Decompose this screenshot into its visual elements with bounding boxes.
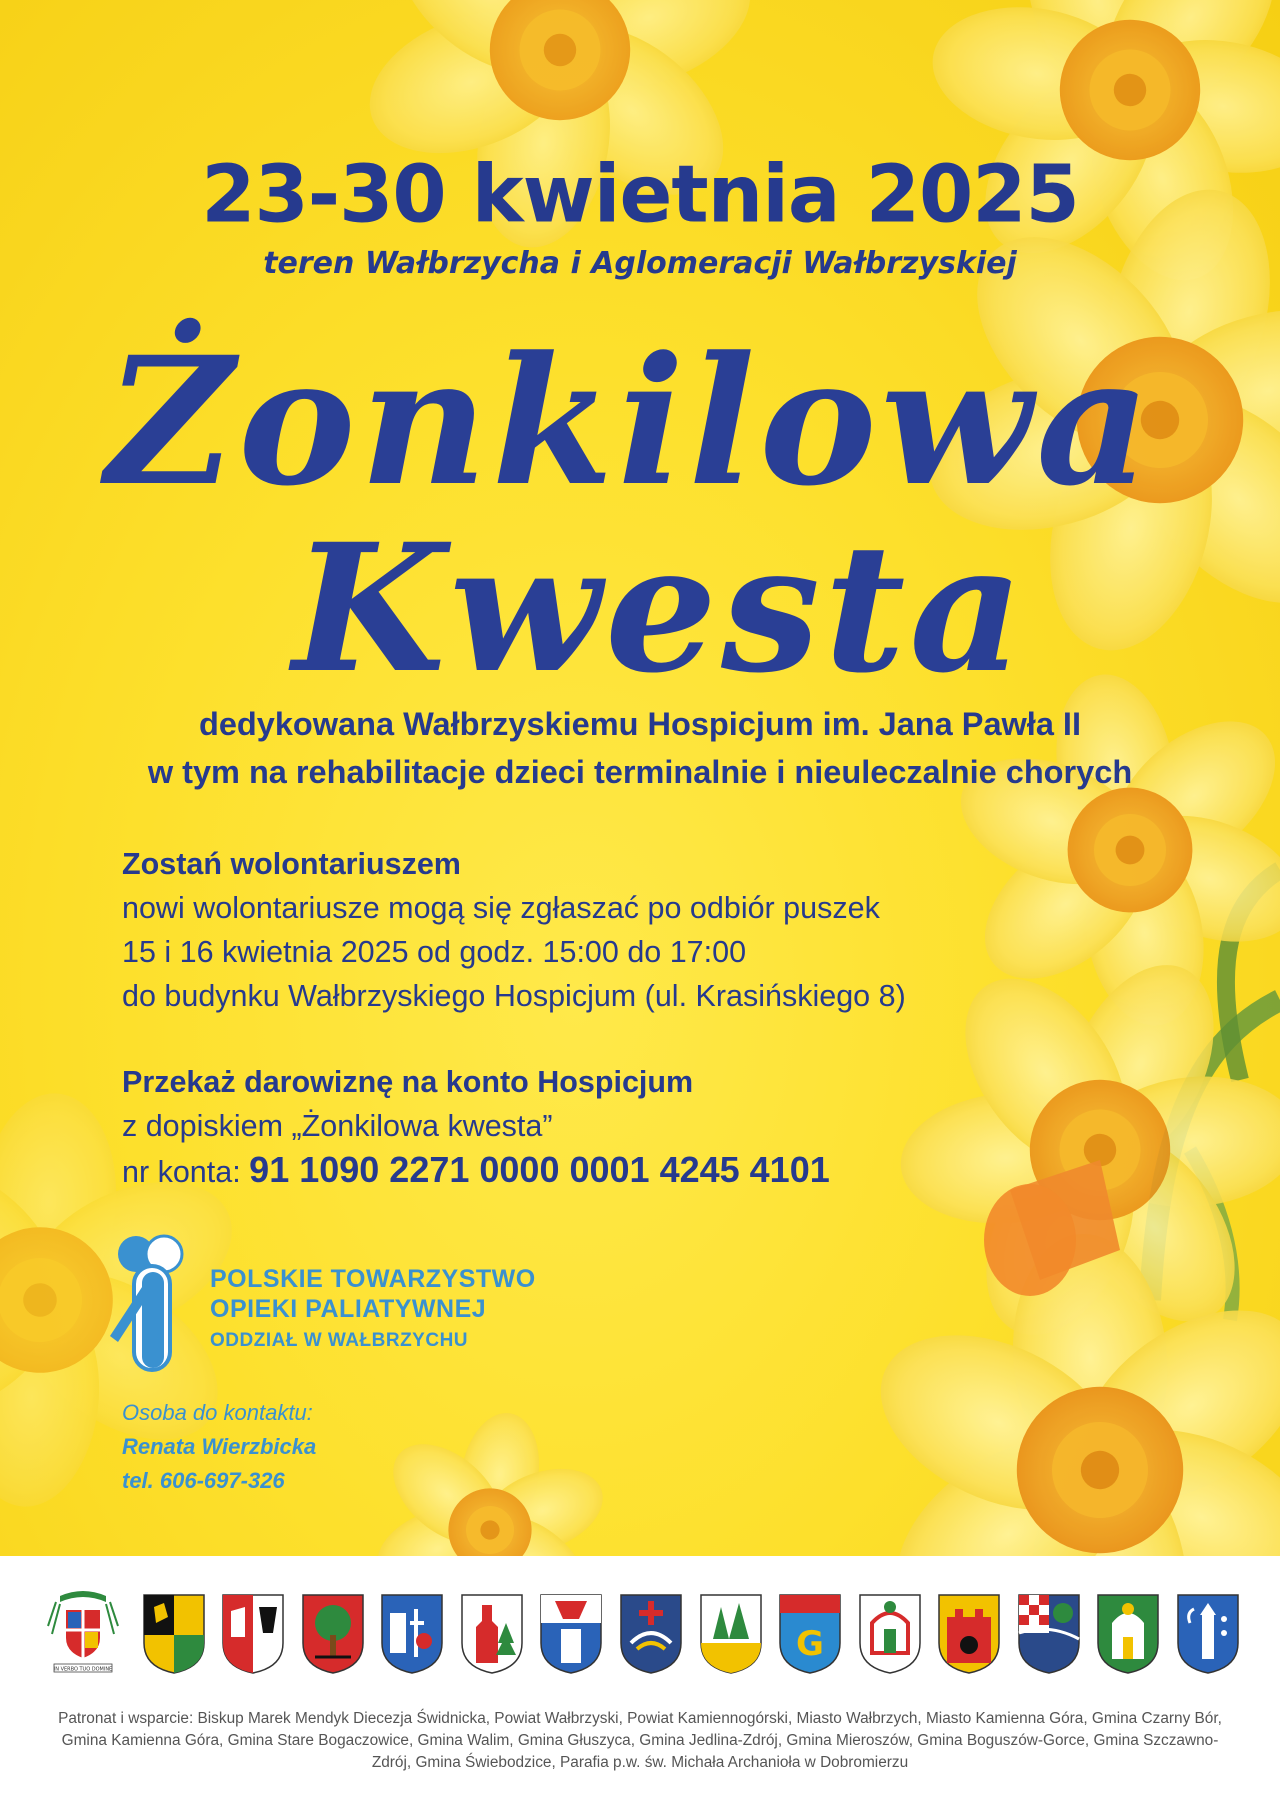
contact-label: Osoba do kontaktu: — [122, 1400, 313, 1425]
crest-letter: G — [796, 1624, 825, 1664]
event-area: teren Wałbrzycha i Aglomeracji Wałbrzyskiej — [263, 246, 1017, 281]
volunteer-heading: Zostań wolontariuszem — [122, 847, 461, 881]
event-title-line2: Kwesta — [292, 505, 1028, 712]
volunteer-line3: do budynku Wałbrzyskiego Hospicjum (ul. Krasińskiego 8) — [122, 979, 906, 1013]
crest-kamienna-gora-icon — [380, 1593, 444, 1675]
dedication-line1: dedykowana Wałbrzyskiemu Hospicjum im. Jana Pawła II — [198, 706, 1081, 742]
organization-name — [210, 1264, 536, 1358]
event-dates: 23-30 kwietnia 2025 — [201, 149, 1079, 241]
crest-swiebodzice-icon — [1176, 1593, 1240, 1675]
ptop-logo-icon — [104, 1232, 190, 1372]
dedication — [0, 700, 1280, 796]
organization-line2: OPIEKI PALIATYWNEJ — [210, 1295, 487, 1323]
volunteer-line2: 15 i 16 kwietnia 2025 od godz. 15:00 do 17:00 — [122, 935, 747, 969]
dedication-line2: w tym na rehabilitacje dzieci terminalnie i nieuleczalnie chorych — [147, 754, 1133, 790]
crest-boguszow-gorce-icon — [1017, 1593, 1081, 1675]
volunteer-line1: nowi wolontariusze mogą się zgłaszać po odbiór puszek — [122, 891, 880, 925]
crest-czarny-bor-icon — [460, 1593, 524, 1675]
crest-jedlina-zdroj-icon — [858, 1593, 922, 1675]
contact-phone: tel. 606-697-326 — [122, 1468, 285, 1493]
crest-walim-icon — [699, 1593, 763, 1675]
donation-note: z dopiskiem „Żonkilowa kwesta” — [122, 1109, 553, 1143]
organization-line3: ODDZIAŁ W WAŁBRZYCHU — [210, 1330, 469, 1351]
crest-kamienna-gora-gmina-icon — [539, 1593, 603, 1675]
patronage-text: Patronat i wsparcie: Biskup Marek Mendyk Diecezja Świdnicka, Powiat Wałbrzyski, Powiat Kamiennogórski, Miasto Wałbrzych, Miasto Kamienna Góra, Gmina Czarny Bór, Gmina Kamienna Góra, Gmina Stare Bogaczowice, Gmina Walim, Gmina Głuszyca, Gmina Jedlina-Zdrój, Gmina Mieroszów, Gmina Boguszów-Gorce, Gmina Szczawno-Zdrój, Gmina Świebodzice, Parafia p.w. św. Michała Archanioła w Dobromierzu — [58, 1710, 1222, 1771]
crest-mieroszow-icon — [937, 1593, 1001, 1675]
account-number: 91 1090 2271 0000 0001 4245 4101 — [249, 1149, 830, 1190]
donation-section — [122, 1060, 830, 1194]
donation-heading: Przekaż darowiznę na konto Hospicjum — [122, 1065, 694, 1099]
account-label: nr konta: — [122, 1155, 241, 1189]
crest-walbrzych-icon — [301, 1593, 365, 1675]
crest-stare-bogaczowice-icon — [619, 1593, 683, 1675]
crest-powiat-walbrzyski-icon — [142, 1593, 206, 1675]
organization-line1: POLSKIE TOWARZYSTWO — [210, 1265, 536, 1293]
account-row — [122, 1148, 830, 1194]
event-title-line1: Żonkilowa — [105, 318, 1155, 525]
crest-row — [40, 1586, 1240, 1682]
bishop-motto: IN VERBO TUO DOMINE — [53, 1666, 113, 1673]
crest-szczawno-zdroj-icon — [1096, 1593, 1160, 1675]
bishop-coat-of-arms-icon — [40, 1586, 126, 1682]
crest-gluszyca-icon — [778, 1593, 842, 1675]
volunteer-section — [122, 842, 906, 1018]
contact-name: Renata Wierzbicka — [122, 1434, 317, 1459]
contact-info — [122, 1396, 316, 1498]
footer — [0, 1556, 1280, 1810]
crest-powiat-kamiennogorski-icon — [221, 1593, 285, 1675]
